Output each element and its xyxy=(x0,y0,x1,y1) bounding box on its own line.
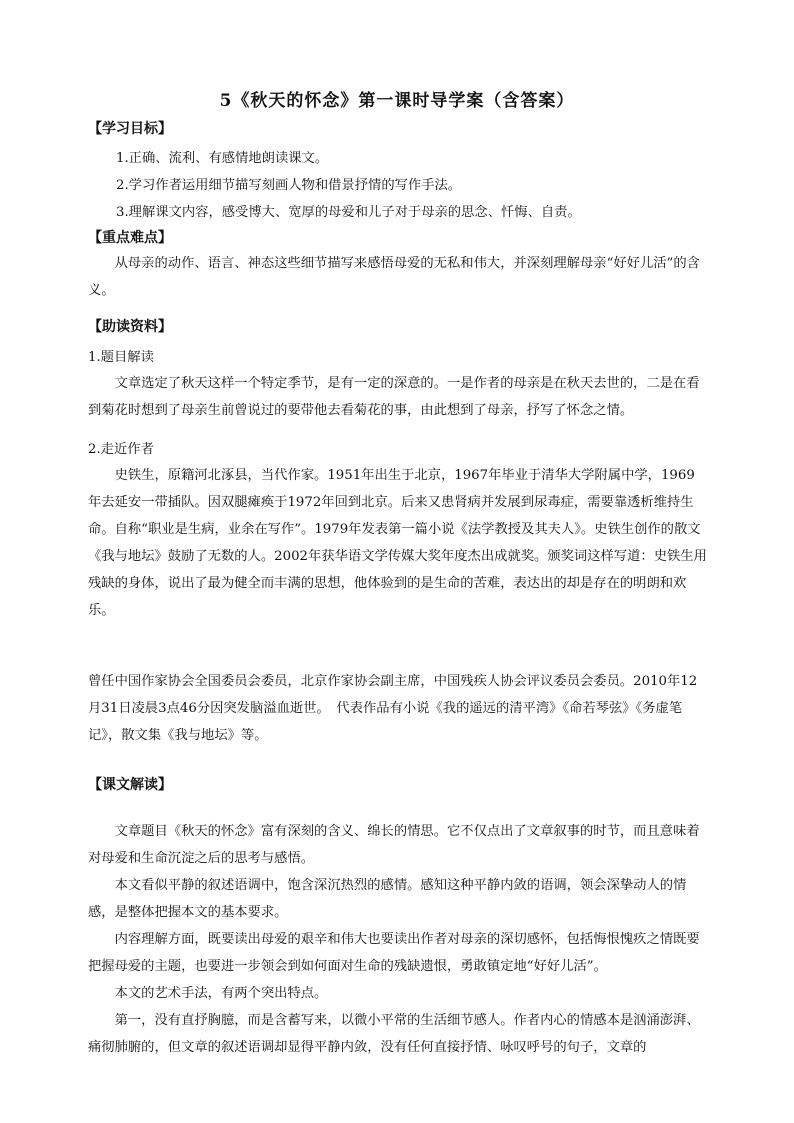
interpretation-paragraph-1: 文章题目《秋天的怀念》富有深刻的含义、绵长的情思。它不仅点出了文章叙事的时节，而且意味着对母爱和生命沉淀之后的思考与感悟。 xyxy=(88,824,700,866)
interpretation-paragraph-2: 本文看似平静的叙述语调中，饱含深沉热烈的感情。感知这种平静内敛的语调，领会深挚动人的情感，是整体把握本文的基本要求。 xyxy=(88,878,687,920)
subheading-author: 2.走近作者 xyxy=(88,442,154,457)
interpretation-paragraph-3: 内容理解方面，既要读出母爱的艰辛和伟大也要读出作者对母亲的深切感怀，包括悔恨愧疚之情既要把握母爱的主题，也要进一步领会到如何面对生命的残缺遗恨，勇敢镇定地“好好儿活”。 xyxy=(88,932,700,974)
goal-item-3: 3.理解课文内容，感受博大、宽厚的母爱和儿子对于母亲的思念、忏悔、自责。 xyxy=(116,205,581,220)
section-head-goals: 【学习目标】 xyxy=(88,121,172,137)
interpretation-paragraph-4: 本文的艺术手法，有两个突出特点。 xyxy=(114,986,328,1001)
section-head-reading: 【助读资料】 xyxy=(88,319,172,335)
goal-item-1: 1.正确、流利、有感情地朗读课文。 xyxy=(116,151,329,166)
interpretation-paragraph-5: 第一，没有直抒胸臆，而是含蓄写来，以微小平常的生活细节感人。作者内心的情感本是汹涌澎湃、痛彻肺腑的，但文章的叙述语调却显得平静内敛，没有任何直接抒情、咏叹呼号的句子，文章的 xyxy=(88,1013,700,1055)
subheading-title-reading: 1.题目解读 xyxy=(88,350,154,365)
goal-item-2: 2.学习作者运用细节描写刻画人物和借景抒情的写作手法。 xyxy=(116,178,462,193)
document-title: 5《秋天的怀念》第一课时导学案（含答案） xyxy=(219,91,575,111)
keypoint-paragraph: 从母亲的动作、语言、神态这些细节描写来感悟母爱的无私和伟大，并深刻理解母亲“好好儿活”的含义。 xyxy=(88,256,700,298)
author-paragraph: 史铁生，原籍河北涿县，当代作家。1951年出生于北京，1967年毕业于清华大学附属中学，1969年去延安一带插队。因双腿瘫痪于1972年回到北京。后来又患肾病并发展到尿毒症，需要靠透析维持生命。自称“职业是生病，业余在写作”。1979年发表第一篇小说《法学教授及其夫人》。史铁生创作的散文《我与地坛》鼓励了无数的人。2002年获华语文学传媒大奖年度杰出成就奖。颁奖词这样写道：史铁生用残缺的身体，说出了最为健全而丰满的思想，他体验到的是生命的苦难，表达出的却是存在的明朗和欢乐。 xyxy=(88,468,707,618)
author-extra-paragraph: 曾任中国作家协会全国委员会委员，北京作家协会副主席，中国残疾人协会评议委员会委员。2010年12月31日凌晨3点46分因突发脑溢血逝世。 代表作品有小说《我的遥远的清平湾》《命若琴弦》《务虚笔记》，散文集《我与地坛》等。 xyxy=(88,674,698,743)
section-head-interpretation: 【课文解读】 xyxy=(88,777,172,793)
section-head-keypoints: 【重点难点】 xyxy=(88,230,172,246)
title-reading-paragraph: 文章选定了秋天这样一个特定季节，是有一定的深意的。一是作者的母亲是在秋天去世的，二是在看到菊花时想到了母亲生前曾说过的要带他去看菊花的事，由此想到了母亲，抒写了怀念之情。 xyxy=(88,376,700,418)
